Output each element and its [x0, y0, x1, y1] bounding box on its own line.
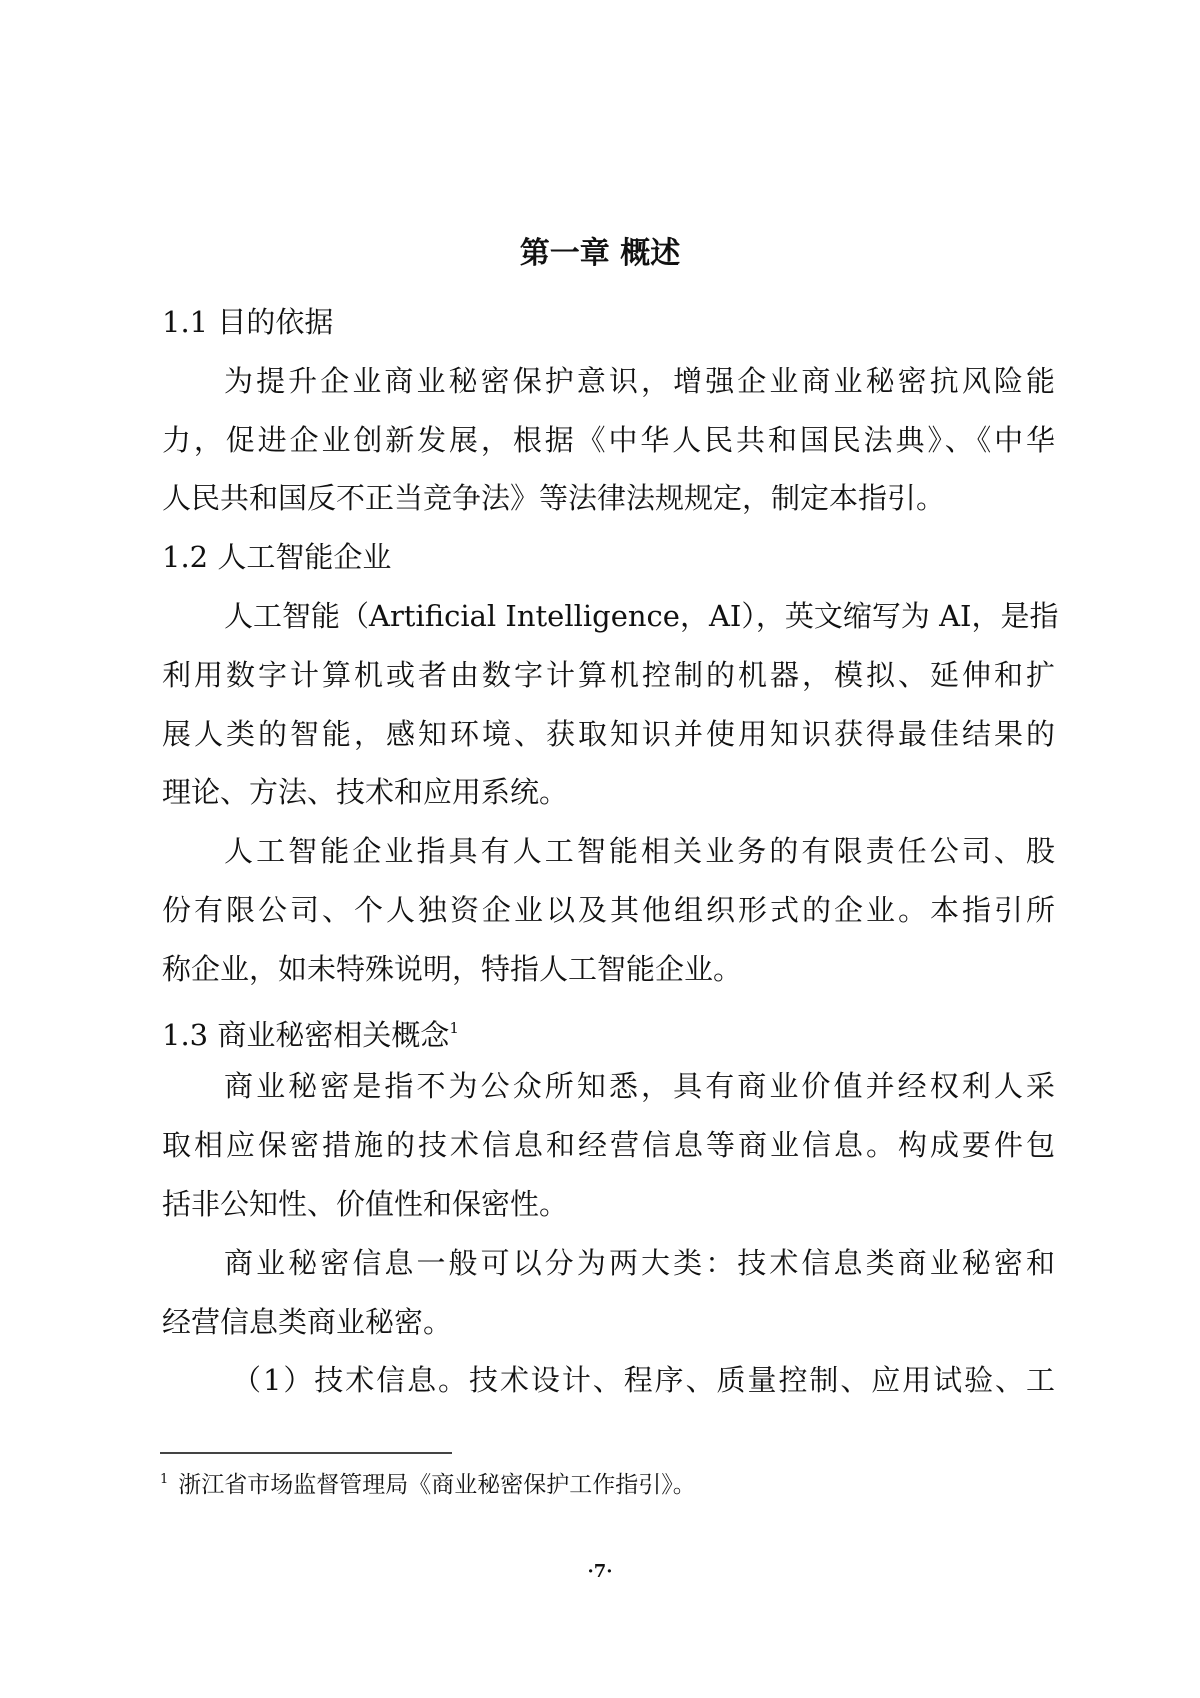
paragraph-line: 商业秘密是指不为公众所知悉，具有商业价值并经权利人采 [224, 1069, 1055, 1104]
paragraph-line: 人工智能（Artificial Intelligence，AI），英文缩写为 AI，是指 [224, 598, 1059, 633]
page-number: ·7· [587, 1561, 613, 1582]
footnote [160, 1466, 696, 1499]
section-heading-text: 1.3 商业秘密相关概念 [162, 1017, 450, 1052]
paragraph-line: 商业秘密信息一般可以分为两大类：技术信息类商业秘密和 [224, 1245, 1055, 1280]
paragraph-line: 经营信息类商业秘密。 [162, 1304, 453, 1339]
footnote-text: 浙江省市场监督管理局《商业秘密保护工作指引》。 [178, 1472, 696, 1498]
paragraph-line: 人民共和国反不正当竞争法》等法律法规规定，制定本指引。 [162, 481, 946, 516]
footnote-marker: 1 [160, 1472, 169, 1487]
footnote-ref[interactable]: 1 [449, 1018, 459, 1037]
paragraph-line: 利用数字计算机或者由数字计算机控制的机器，模拟、延伸和扩 [162, 657, 1055, 692]
paragraph-line: 取相应保密措施的技术信息和经营信息等商业信息。构成要件包 [162, 1128, 1055, 1163]
paragraph-line: 展人类的智能，感知环境、获取知识并使用知识获得最佳结果的 [162, 716, 1055, 751]
document-body [162, 293, 1059, 1410]
paragraph-line: 份有限公司、个人独资企业以及其他组织形式的企业。本指引所 [162, 892, 1055, 927]
section-heading [162, 999, 1055, 1058]
chapter-title: 第一章 概述 [519, 236, 681, 271]
footnote-divider [160, 1452, 452, 1454]
paragraph-line: （1）技术信息。技术设计、程序、质量控制、应用试验、工 [232, 1363, 1055, 1398]
paragraph-line: 力，促进企业创新发展，根据《中华人民共和国民法典》、《中华 [162, 422, 1055, 457]
paragraph-line: 括非公知性、价值性和保密性。 [162, 1186, 569, 1221]
paragraph-line: 理论、方法、技术和应用系统。 [162, 775, 569, 810]
paragraph-line: 人工智能企业指具有人工智能相关业务的有限责任公司、股 [224, 834, 1055, 869]
section-heading: 1.2 人工智能企业 [162, 540, 392, 575]
section-heading: 1.1 目的依据 [162, 305, 334, 339]
paragraph-line: 为提升企业商业秘密保护意识，增强企业商业秘密抗风险能 [224, 363, 1055, 398]
paragraph-line: 称企业，如未特殊说明，特指人工智能企业。 [162, 951, 743, 986]
